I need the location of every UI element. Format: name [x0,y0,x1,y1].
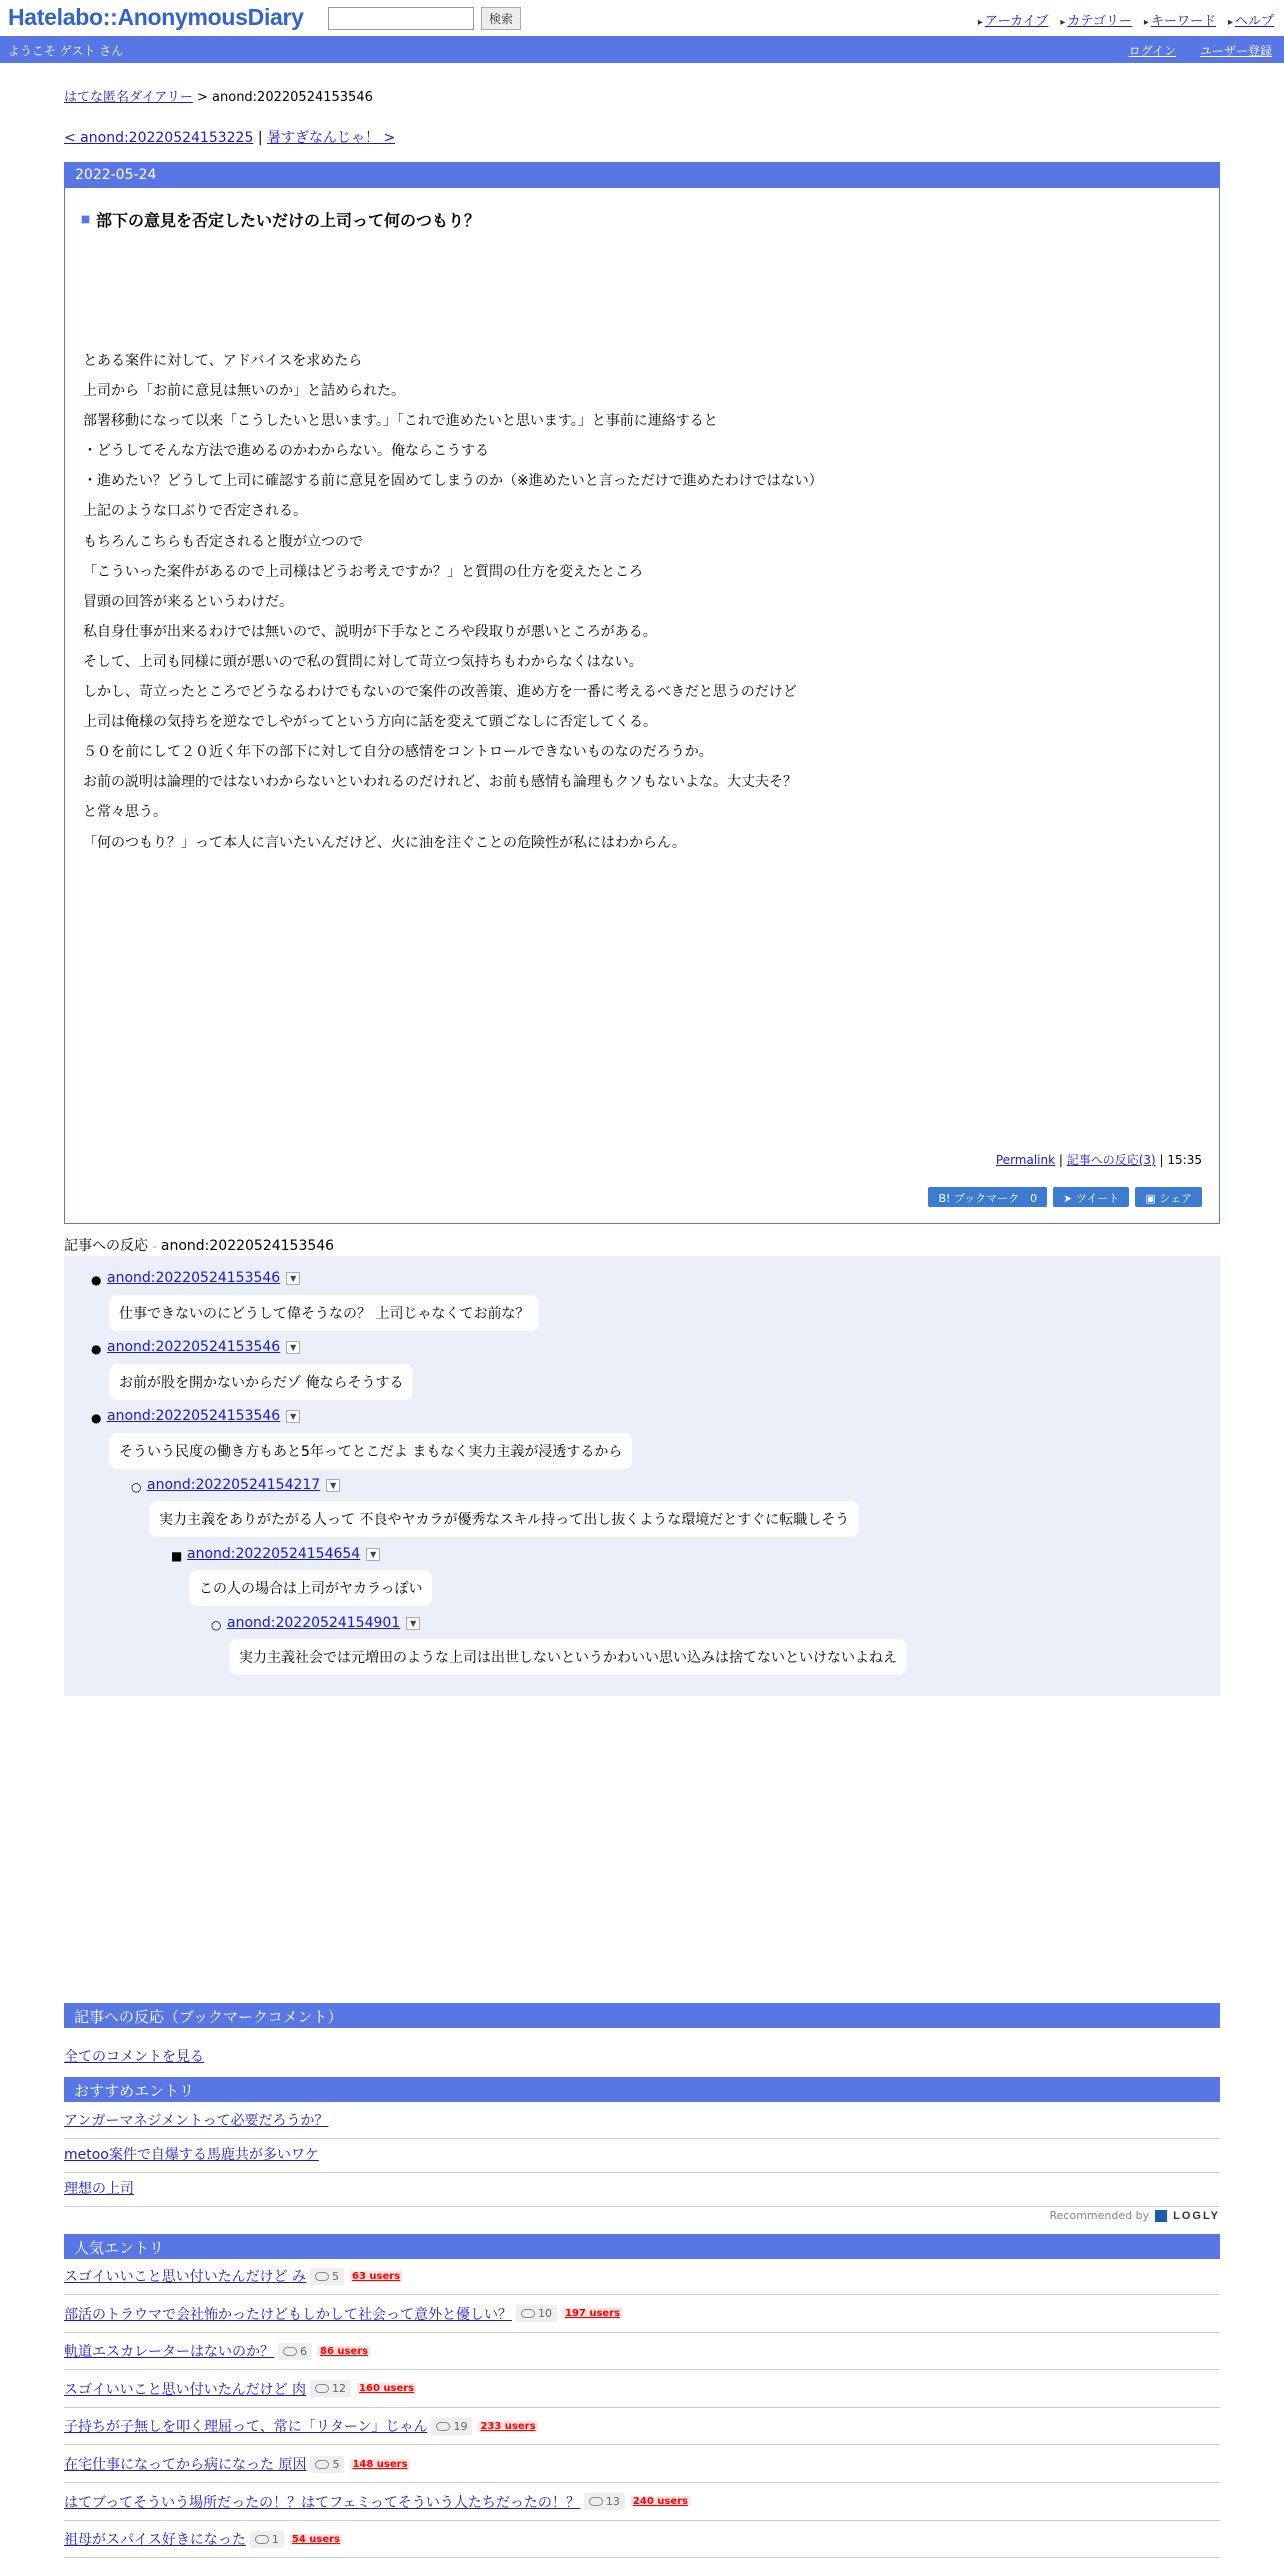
top-nav [978,10,1274,29]
recommended-item [64,2144,1220,2173]
share-buttons [928,1187,1202,1207]
popular-heading: 人気エントリ [64,2234,1220,2259]
dropdown-icon[interactable]: ▼ [286,1410,300,1423]
circle-bullet-icon: ○ [131,1480,142,1494]
bookmark-users-badge[interactable]: 240 users [632,2496,688,2508]
bookmark-users-badge[interactable]: 86 users [320,2345,369,2357]
entry-pager [64,127,395,147]
entry-body-line: 冒頭の回答が来るというわけだ。 [83,593,293,610]
pager-separator: | [257,130,263,146]
reaction-bubble: 仕事できないのにどうして偉そうなの？ 上司じゃなくてお前な？ [109,1295,539,1331]
reaction-link[interactable]: anond:20220524153546 [107,1408,281,1424]
comment-count[interactable] [431,2418,472,2435]
reaction-link[interactable]: anond:20220524153546 [107,1270,281,1286]
login-link[interactable]: ログイン [1128,44,1176,58]
user-links [1129,42,1272,59]
reactions-heading-arrow: - [152,1240,157,1253]
dropdown-icon[interactable]: ▼ [286,1341,300,1354]
reaction-link[interactable]: anond:20220524154901 [227,1615,401,1631]
comment-count-value: 6 [300,2344,307,2358]
breadcrumb [64,86,373,105]
reactions-heading-label: 記事への反応 [64,1238,148,1254]
recommended-item [64,2110,1220,2139]
bookmark-users-badge[interactable]: 233 users [480,2420,536,2432]
entry-body-line: とある案件に対して、アドバイスを求めたら [83,353,363,369]
comment-icon [589,2497,603,2506]
reactions-tree [64,1256,1220,1696]
entry-body-line: お前の説明は論理的ではないわからないといわれるのだけれど、お前も感情も論理もクソもないよな。大丈夫そ？ [83,774,797,791]
all-comments-link[interactable]: 全てのコメントを見る [64,2049,204,2065]
entry-body-line: ５０を前にして２０近く年下の部下に対して自分の感情をコントロールできないものなのだろうか。 [83,744,713,761]
recommended-heading: おすすめエントリ [64,2077,1220,2102]
comment-icon [315,2272,329,2281]
arrow-icon: ▸ [977,17,983,28]
popular-item [64,2258,1220,2295]
bookmark-users-badge[interactable]: 160 users [359,2383,415,2395]
recommended-link[interactable]: metoo案件で自爆する馬鹿共が多いワケ [64,2147,319,2163]
comment-count-value: 12 [332,2382,347,2396]
search-button[interactable]: 検索 [481,7,521,30]
dropdown-icon[interactable]: ▼ [406,1617,420,1630]
entry-title-text: 部下の意見を否定したいだけの上司って何のつもり？ [96,211,481,230]
dropdown-icon[interactable]: ▼ [286,1272,300,1285]
popular-link[interactable]: 部活のトラウマで会社怖かったけどもしかして社会って意外と優しい？ [64,2306,512,2323]
popular-item [64,2484,1220,2521]
popular-item [64,2371,1220,2408]
reaction-bubble: そういう民度の働き方もあと5年ってとこだよ まもなく実力主義が浸透するから [109,1433,632,1469]
nav-archive[interactable] [978,10,1049,29]
reaction-item [91,1339,300,1356]
popular-link[interactable]: スゴイいいこと思い付いたんだけど み [64,2269,307,2285]
reaction-bubble: お前が股を開かないからだゾ 俺ならそうする [109,1364,413,1400]
facebook-share-label: シェア [1159,1192,1192,1205]
comment-count[interactable] [278,2343,312,2360]
circle-bullet-icon: ○ [211,1618,222,1632]
comment-count-value: 1 [271,2532,279,2546]
comment-count[interactable] [584,2493,625,2510]
entry-body-line: しかし、苛立ったところでどうなるわけでもないので案件の改善策、進め方を一番に考えるべきだと思うのだけど [83,684,797,701]
recommended-by-label: Recommended by [1049,2209,1150,2222]
reaction-link[interactable]: anond:20220524154654 [187,1546,361,1562]
entry-time: 15:35 [1167,1153,1202,1167]
facebook-share-button[interactable] [1135,1187,1202,1207]
popular-item [64,2333,1220,2370]
recommended-link[interactable]: 理想の上司 [64,2181,134,2197]
comment-count-value: 13 [605,2495,620,2509]
reaction-item [171,1546,380,1563]
breadcrumb-home[interactable]: はてな匿名ダイアリー [64,90,193,105]
comment-count[interactable] [310,2456,344,2473]
square-bullet-icon: ■ [171,1549,183,1563]
recommended-by [1050,2209,1220,2222]
entry-body-line: 部署移動になって以来「こうしたいと思います。」「これで進めたいと思います。」と事前に連絡すると [83,413,718,430]
reaction-bubble: 実力主義をありがたがる人って 不良やヤカラが優秀なスキル持って出し抜くような環境だとすぐに転職しそう [149,1501,859,1537]
popular-link[interactable]: スゴイいいこと思い付いたんだけど 肉 [64,2381,307,2398]
dropdown-icon[interactable]: ▼ [366,1548,380,1561]
entry-body-line: 上記のような口ぶりで否定される。 [83,503,307,520]
bookmark-section-heading: 記事への反応（ブックマークコメント） [64,2003,1220,2028]
popular-link[interactable]: 祖母がスパイス好きになった [64,2532,246,2549]
popular-link[interactable]: 在宅仕事になってから病になった 原因 [64,2457,307,2473]
nav-keyword[interactable] [1144,10,1216,29]
comment-icon [436,2422,450,2431]
comment-count-value: 5 [332,2457,340,2471]
popular-item [64,2296,1220,2333]
arrow-icon: ▸ [1227,17,1233,28]
nav-help[interactable] [1228,10,1274,29]
title-square-icon[interactable] [81,215,90,224]
popular-item [64,2446,1220,2483]
nav-archive-link[interactable]: アーカイブ [984,14,1049,29]
entry-title [81,208,480,231]
entry-box [64,162,1220,1224]
entry-body-line: 上司から「お前に意見は無いのか」と詰められた。 [83,383,405,400]
nav-category[interactable] [1060,10,1132,29]
reaction-item [91,1408,300,1425]
bookmark-users-badge[interactable]: 148 users [352,2458,408,2470]
arrow-icon: ▸ [1143,17,1149,28]
entry-body-line: そして、上司も同様に頭が悪いので私の質問に対して苛立つ気持ちもわからなくはない。 [83,653,643,670]
bookmark-users-badge[interactable]: 197 users [565,2308,621,2320]
arrow-icon: ▸ [1060,17,1066,28]
permalink-link[interactable]: Permalink [995,1153,1056,1167]
facebook-icon: ▣ [1145,1192,1160,1205]
recommended-link[interactable]: アンガーマネジメントって必要だろうか？ [64,2113,329,2129]
entry-body [83,346,823,858]
entry-body-line: 「こういった案件があるので上司様はどうお考えですか？」と質問の仕方を変えたところ [83,563,643,580]
bullet-icon: ● [91,1342,102,1356]
breadcrumb-separator: > [196,90,208,105]
popular-item [64,2408,1220,2445]
logly-logo[interactable]: LOGLY [1173,2209,1220,2222]
reaction-item [211,1615,420,1632]
comment-count[interactable] [250,2531,284,2548]
comment-count[interactable] [310,2268,344,2285]
reaction-link[interactable]: anond:20220524153546 [107,1339,281,1355]
comment-icon [315,2460,329,2469]
popular-link[interactable]: はてブってそういう場所だったの！？はてフェミってそういう人たちだったの！？ [64,2494,580,2511]
reactions-link[interactable]: 記事への反応(3) [1066,1153,1156,1167]
entry-body-line: ・進めたい？どうして上司に確認する前に意見を固めてしまうのか（※進めたいと言っただけで進めたわけではない） [83,473,823,490]
entry-body-line: 上司は俺様の気持ちを逆なでしやがってという方向に話を変えて頭ごなしに否定してくる。 [83,714,657,731]
user-bar [0,36,1284,63]
entry-body-line: 「何のつもり？」って本人に言いたいんだけど、火に油を注ぐことの危険性が私にはわからん。 [83,834,686,851]
nav-keyword-link[interactable]: キーワード [1150,14,1216,29]
bullet-icon: ● [91,1411,102,1425]
comment-icon [521,2309,535,2318]
reaction-bubble: 実力主義社会では元増田のような上司は出世しないというかわいい思い込みは捨てないといけないよねえ [229,1639,907,1675]
breadcrumb-current: anond:20220524153546 [212,90,373,105]
bookmark-users-badge[interactable]: 63 users [352,2270,401,2282]
comment-count-value: 5 [332,2269,340,2283]
comment-count[interactable] [516,2305,557,2322]
entry-body-line: 私自身仕事が出来るわけでは無いので、説明が下手なところや段取りが悪いところがある。 [83,623,657,640]
welcome-text: ようこそ ゲスト さん [8,44,124,58]
nav-help-link[interactable]: ヘルプ [1234,14,1274,29]
reactions-heading-id: anond:20220524153546 [160,1238,335,1254]
site-logo[interactable]: Hatelabo::AnonymousDiary [8,4,304,30]
entry-meta: Permalink | 記事への反応(3) | 15:35 [995,1153,1202,1167]
popular-link[interactable]: 軌道エスカレーターはないのか？ [64,2344,274,2361]
reaction-item [131,1477,340,1494]
bird-icon: ➤ [1063,1192,1076,1205]
dropdown-icon[interactable]: ▼ [326,1479,340,1492]
entry-body-line: ・どうしてそんな方法で進めるのかわからない。俺ならこうする [83,443,489,460]
tweet-button[interactable] [1053,1187,1129,1207]
popular-link[interactable]: 子持ちが子無しを叩く理屈って、常に「リターン」じゃん [64,2419,428,2436]
comment-icon [255,2535,269,2544]
reaction-link[interactable]: anond:20220524154217 [147,1477,321,1493]
prev-entry-link[interactable]: < anond:20220524153225 [64,130,254,146]
comment-icon [315,2384,329,2393]
next-entry-link[interactable]: 暑すぎなんじゃ！￼ > [267,130,396,146]
search-input[interactable] [328,7,474,30]
reaction-bubble: この人の場合は上司がヤカラっぽい [189,1570,432,1606]
register-link[interactable]: ユーザー登録 [1199,44,1272,58]
entry-body-line: と常々思う。 [83,804,167,821]
comment-icon [283,2347,297,2356]
nav-category-link[interactable]: カテゴリー [1067,14,1132,29]
entry-body-line: もちろんこちらも否定されると腹が立つので [83,533,363,550]
bookmark-users-badge[interactable]: 54 users [291,2533,340,2545]
logly-icon [1155,2210,1167,2222]
entry-date: 2022-05-24 [65,163,1219,188]
bullet-icon: ● [91,1273,102,1287]
reaction-item [91,1270,300,1287]
hatena-bookmark-button[interactable]: B! ブックマーク 0 [928,1187,1047,1207]
recommended-item [64,2178,1220,2207]
comment-count[interactable] [310,2380,351,2397]
popular-item [64,2521,1220,2558]
comment-count-value: 19 [453,2419,468,2433]
tweet-label: ツイート [1075,1192,1120,1205]
top-bar [0,0,1284,36]
comment-count-value: 10 [538,2307,552,2321]
